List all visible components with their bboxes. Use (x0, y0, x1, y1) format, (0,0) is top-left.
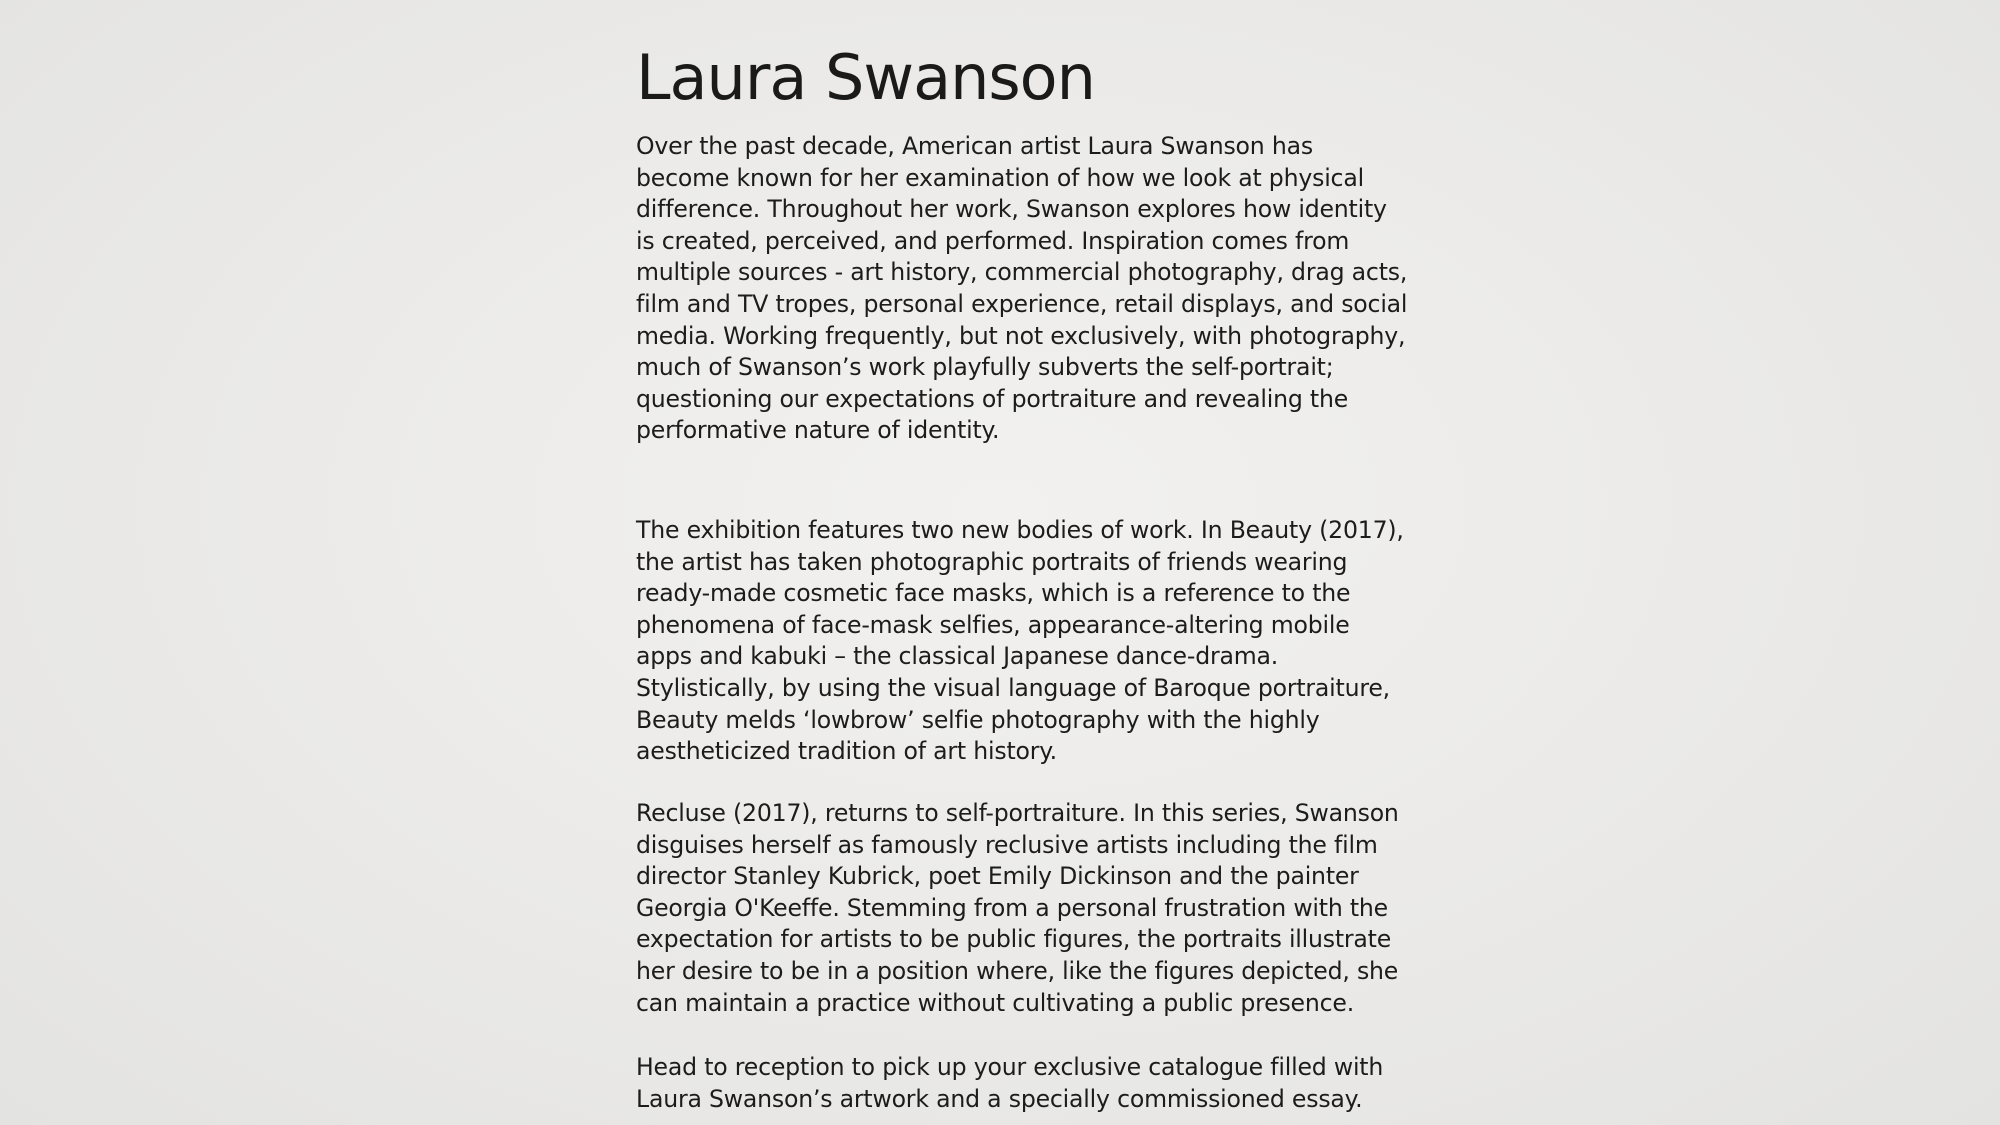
text-line: film and TV tropes, personal experience, retail displays, and social (636, 289, 1408, 318)
text-line: phenomena of face-mask selfies, appearance-altering mobile (636, 610, 1350, 639)
catalogue-paragraph (636, 1052, 1383, 1115)
text-line: is created, perceived, and performed. Inspiration comes from (636, 226, 1350, 255)
text-line: can maintain a practice without cultivating a public presence. (636, 988, 1355, 1017)
text-line: apps and kabuki – the classical Japanese dance-drama. (636, 642, 1279, 671)
text-line: ready-made cosmetic face masks, which is a reference to the (636, 579, 1351, 608)
text-line: Laura Swanson’s artwork and a specially commissioned essay. (636, 1084, 1363, 1113)
text-line: Head to reception to pick up your exclusive catalogue filled with (636, 1053, 1384, 1081)
beauty-paragraph (636, 515, 1404, 768)
text-line: Recluse (2017), returns to self-portraiture. In this series, Swanson (636, 799, 1399, 827)
text-line: aestheticized tradition of art history. (636, 737, 1057, 766)
text-line: questioning our expectations of portraiture and revealing the (636, 384, 1349, 413)
text-line: media. Working frequently, but not exclusively, with photography, (636, 321, 1406, 350)
recluse-paragraph (636, 798, 1399, 1019)
text-line: Georgia O'Keeffe. Stemming from a personal frustration with the (636, 893, 1388, 922)
text-line: her desire to be in a position where, like the figures depicted, she (636, 956, 1399, 985)
text-line: multiple sources - art history, commercial photography, drag acts, (636, 258, 1408, 287)
text-line: become known for her examination of how we look at physical (636, 163, 1364, 192)
artist-name-heading: Laura Swanson (636, 41, 1095, 114)
wall-text-panel (636, 38, 1408, 1113)
text-line: difference. Throughout her work, Swanson explores how identity (636, 195, 1387, 224)
text-line: Over the past decade, American artist Laura Swanson has (636, 132, 1313, 160)
text-line: much of Swanson’s work playfully subverts the self-portrait; (636, 353, 1334, 382)
text-line: performative nature of identity. (636, 416, 1000, 445)
text-line: The exhibition features two new bodies of work. In Beauty (2017), (636, 516, 1404, 544)
text-line: expectation for artists to be public figures, the portraits illustrate (636, 925, 1392, 954)
text-line: disguises herself as famously reclusive artists including the film (636, 830, 1378, 859)
text-line: the artist has taken photographic portraits of friends wearing (636, 547, 1348, 576)
text-line: Beauty melds ‘lowbrow’ selfie photography with the highly (636, 705, 1320, 734)
text-line: director Stanley Kubrick, poet Emily Dickinson and the painter (636, 862, 1359, 891)
text-line: Stylistically, by using the visual language of Baroque portraiture, (636, 673, 1390, 702)
intro-paragraph (636, 131, 1407, 447)
